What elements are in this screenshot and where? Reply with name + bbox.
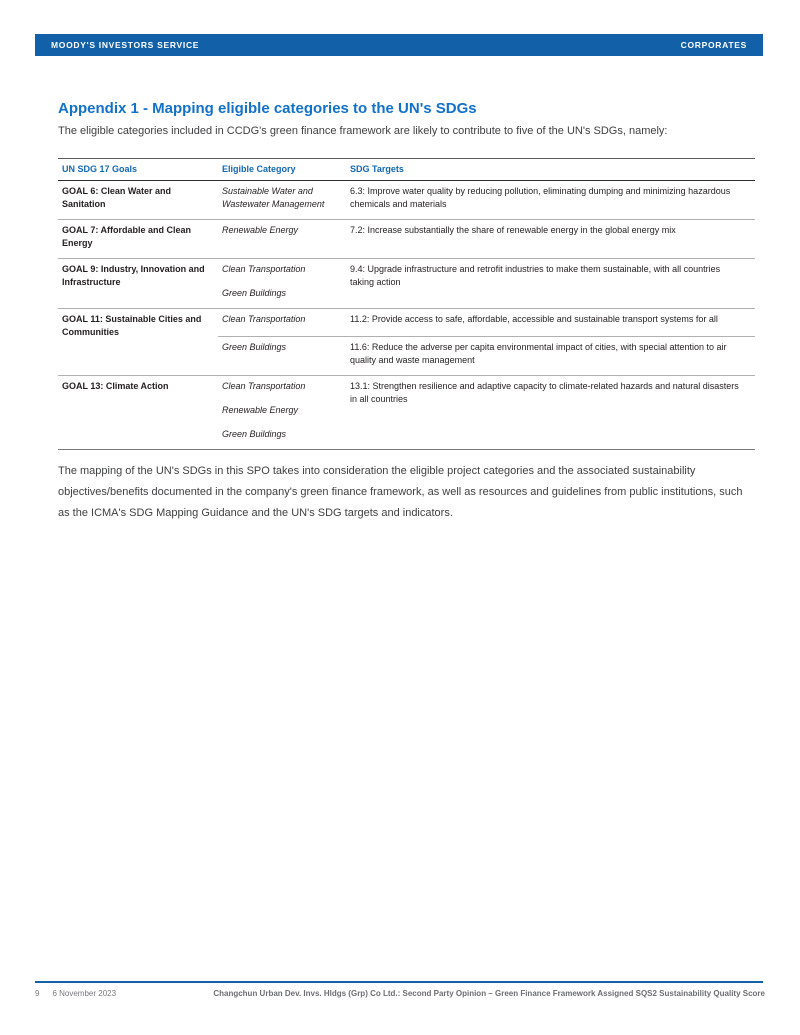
category-item: Green Buildings bbox=[222, 288, 287, 298]
mapping-explanation-paragraph: The mapping of the UN's SDGs in this SPO takes into consideration the eligible project categories and the associated sustainability objectives/benefits documented in the company's green finance framework, as well as resources and guidelines from public institutions, such as the ICMA's SDG Mapping Guidance and the UN's SDG targets and indicators. bbox=[58, 465, 743, 519]
footer-divider-line bbox=[35, 981, 763, 983]
table-row-goal6 bbox=[58, 181, 755, 220]
report-date: 6 November 2023 bbox=[52, 989, 117, 998]
target-cell: 11.6: Reduce the adverse per capita environmental impact of cities, with special attention to air quality and waste management bbox=[346, 337, 755, 376]
document-title: Changchun Urban Dev. Invs. Hldgs (Grp) Co Ltd.: Second Party Opinion – Green Finance Framework Assigned SQS2 Sustainability Quality Score bbox=[213, 989, 765, 998]
category-cell: Renewable Energy bbox=[218, 220, 346, 259]
goal-cell: GOAL 11: Sustainable Cities and Communities bbox=[58, 309, 218, 376]
category-cell bbox=[218, 376, 346, 450]
sdg-mapping-table bbox=[58, 158, 755, 450]
goal-cell: GOAL 9: Industry, Innovation and Infrastructure bbox=[58, 259, 218, 309]
category-cell bbox=[218, 259, 346, 309]
appendix-intro-text: The eligible categories included in CCDG's green finance framework are likely to contribute to five of the UN's SDGs, namely: bbox=[58, 125, 668, 137]
category-item: Clean Transportation bbox=[222, 381, 306, 391]
page-footer bbox=[35, 989, 765, 998]
column-header-goals: UN SDG 17 Goals bbox=[58, 159, 218, 181]
column-header-category: Eligible Category bbox=[218, 159, 346, 181]
category-cell: Clean Transportation bbox=[218, 309, 346, 337]
goal-cell: GOAL 13: Climate Action bbox=[58, 376, 218, 450]
brand-name-label: MOODY'S INVESTORS SERVICE bbox=[51, 40, 200, 50]
category-item: Green Buildings bbox=[222, 429, 287, 439]
target-cell: 6.3: Improve water quality by reducing pollution, eliminating dumping and minimizing hazardous chemicals and materials bbox=[350, 186, 731, 209]
appendix-title: Appendix 1 - Mapping eligible categories to the UN's SDGs bbox=[58, 100, 477, 117]
target-cell: 7.2: Increase substantially the share of renewable energy in the global energy mix bbox=[346, 220, 755, 259]
table-row-goal7 bbox=[58, 220, 755, 259]
page-content bbox=[58, 100, 755, 524]
goal-cell: GOAL 6: Clean Water and Sanitation bbox=[62, 186, 172, 209]
target-cell: 11.2: Provide access to safe, affordable, accessible and sustainable transport systems for all bbox=[346, 309, 755, 337]
table-row-goal11 bbox=[58, 309, 755, 337]
category-cell: Sustainable Water and Wastewater Management bbox=[222, 186, 325, 209]
target-cell: 9.4: Upgrade infrastructure and retrofit industries to make them sustainable, with all countries taking action bbox=[346, 259, 755, 309]
column-header-targets: SDG Targets bbox=[346, 159, 755, 181]
report-section-label: CORPORATES bbox=[680, 40, 747, 50]
category-item: Renewable Energy bbox=[222, 405, 299, 415]
top-brand-bar bbox=[35, 34, 763, 56]
category-cell: Green Buildings bbox=[218, 337, 346, 376]
category-item: Clean Transportation bbox=[222, 264, 306, 274]
goal-cell: GOAL 7: Affordable and Clean Energy bbox=[58, 220, 218, 259]
target-cell: 13.1: Strengthen resilience and adaptive capacity to climate-related hazards and natural disasters in all countries bbox=[346, 376, 755, 450]
page-number: 9 bbox=[35, 989, 40, 998]
table-row-goal9 bbox=[58, 259, 755, 309]
table-row-goal13 bbox=[58, 376, 755, 450]
table-header-row bbox=[58, 159, 755, 181]
